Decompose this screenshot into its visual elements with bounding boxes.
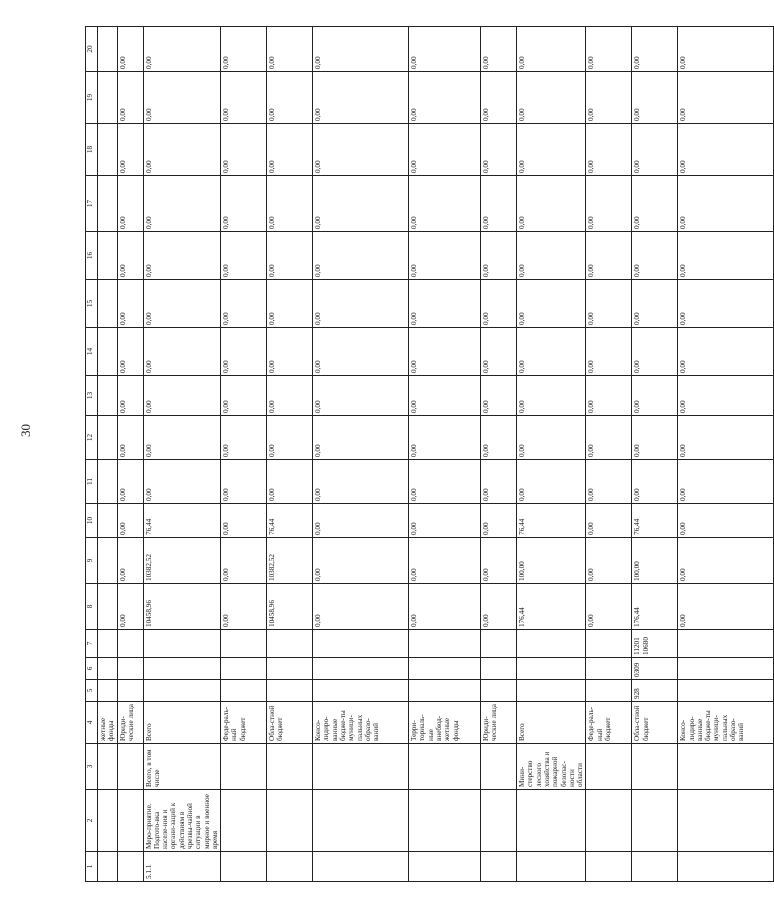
value-cell: 0,00 [586,27,632,72]
value-cell: 0,00 [143,124,221,176]
value-cell: 0,00 [117,460,143,504]
cell-c6 [313,658,409,680]
column-number: 6 [86,658,98,680]
cell-c7 [481,630,517,658]
value-cell: 0,00 [586,232,632,280]
value-cell: 76,44 [143,504,221,538]
value-cell: 0,00 [409,584,481,630]
cell-c4: жетные фонды [98,702,118,744]
cell-c4: Обла-стной бюджет [632,702,678,744]
value-cell: 0,00 [313,27,409,72]
value-cell: 0,00 [143,280,221,328]
cell-c6 [409,658,481,680]
value-cell: 0,00 [632,376,678,416]
cell-c2 [98,790,118,852]
cell-c2 [221,790,267,852]
value-cell: 0,00 [481,232,517,280]
column-number: 18 [86,124,98,176]
value-cell: 0,00 [481,280,517,328]
value-cell: 76,44 [517,504,586,538]
cell-c2 [678,790,774,852]
value-cell: 0,00 [678,72,774,124]
cell-c2 [632,790,678,852]
value-cell: 0,00 [409,124,481,176]
value-cell: 10382,52 [143,538,221,584]
value-cell: 0,00 [313,538,409,584]
cell-c6 [98,658,118,680]
value-cell: 0,00 [117,124,143,176]
cell-c1 [632,852,678,882]
value-cell: 0,00 [409,176,481,232]
value-cell: 0,00 [313,328,409,376]
cell-c1 [481,852,517,882]
value-cell: 0,00 [267,176,313,232]
value-cell: 0,00 [409,504,481,538]
cell-c4: Юриди-ческие лица [117,702,143,744]
table-row [267,27,313,882]
value-cell: 0,00 [221,72,267,124]
value-cell: 10382,52 [267,538,313,584]
table-row [409,27,481,882]
cell-c4: Обла-стной бюджет [267,702,313,744]
value-cell: 0,00 [409,376,481,416]
cell-c3 [678,744,774,790]
value-cell: 0,00 [586,584,632,630]
cell-c5 [409,680,481,702]
value-cell: 0,00 [267,72,313,124]
cell-c5 [143,680,221,702]
cell-c4: Консо-лидиро-ванные бюдже-ты муници-пальных образо-ваний [678,702,774,744]
value-cell [98,460,118,504]
value-cell: 0,00 [221,328,267,376]
value-cell: 0,00 [517,328,586,376]
value-cell: 0,00 [409,27,481,72]
cell-c3 [586,744,632,790]
value-cell: 0,00 [481,538,517,584]
value-cell: 0,00 [678,538,774,584]
cell-c1 [267,852,313,882]
cell-c7 [117,630,143,658]
value-cell: 0,00 [409,460,481,504]
value-cell: 0,00 [313,124,409,176]
page-number: 30 [18,424,33,437]
value-cell: 0,00 [313,460,409,504]
cell-c1 [586,852,632,882]
value-cell: 0,00 [481,176,517,232]
value-cell [98,232,118,280]
value-cell: 0,00 [632,232,678,280]
value-cell: 0,00 [517,416,586,460]
value-cell: 10458,96 [267,584,313,630]
value-cell: 0,00 [586,504,632,538]
value-cell: 0,00 [632,328,678,376]
cell-c7 [313,630,409,658]
value-cell: 0,00 [117,27,143,72]
value-cell: 0,00 [678,232,774,280]
value-cell [98,72,118,124]
column-number: 19 [86,72,98,124]
value-cell: 0,00 [221,538,267,584]
cell-c6 [267,658,313,680]
value-cell: 0,00 [409,538,481,584]
value-cell: 0,00 [313,416,409,460]
cell-c6 [481,658,517,680]
value-cell: 0,00 [481,27,517,72]
cell-c6 [678,658,774,680]
value-cell: 0,00 [267,328,313,376]
value-cell: 0,00 [632,176,678,232]
column-number: 14 [86,328,98,376]
value-cell: 0,00 [481,72,517,124]
column-number: 8 [86,584,98,630]
cell-c3 [481,744,517,790]
value-cell: 0,00 [221,27,267,72]
cell-c1 [409,852,481,882]
value-cell: 0,00 [267,27,313,72]
cell-c3 [409,744,481,790]
budget-table [85,26,774,882]
value-cell: 0,00 [678,416,774,460]
cell-c1 [117,852,143,882]
value-cell: 100,00 [517,538,586,584]
value-cell: 0,00 [678,504,774,538]
value-cell: 0,00 [632,27,678,72]
column-number: 1 [86,852,98,882]
cell-c2 [117,790,143,852]
cell-c4: Феде-раль-ный бюджет [586,702,632,744]
value-cell: 0,00 [632,416,678,460]
value-cell: 76,44 [267,504,313,538]
value-cell [98,176,118,232]
table-row [632,27,678,882]
cell-c6 [143,658,221,680]
value-cell [98,376,118,416]
value-cell: 0,00 [313,376,409,416]
column-number: 7 [86,630,98,658]
column-number: 9 [86,538,98,584]
value-cell: 0,00 [586,72,632,124]
cell-c1: 5.1.1 [143,852,221,882]
value-cell: 0,00 [481,328,517,376]
column-number: 15 [86,280,98,328]
cell-c4: Всего [143,702,221,744]
value-cell: 0,00 [143,232,221,280]
cell-c4: Всего [517,702,586,744]
value-cell: 0,00 [678,27,774,72]
cell-c7 [143,630,221,658]
table-row [678,27,774,882]
cell-c1 [517,852,586,882]
cell-c2 [481,790,517,852]
table-body [98,27,774,882]
value-cell: 0,00 [586,416,632,460]
value-cell: 0,00 [409,328,481,376]
cell-c5 [586,680,632,702]
value-cell: 0,00 [313,176,409,232]
value-cell: 0,00 [313,504,409,538]
cell-c5 [98,680,118,702]
cell-c5 [678,680,774,702]
cell-c4: Юриди-ческие лица [481,702,517,744]
value-cell: 0,00 [143,328,221,376]
header-row [86,27,98,882]
value-cell: 0,00 [481,416,517,460]
value-cell: 0,00 [143,416,221,460]
table-row [517,27,586,882]
rotated-page [85,27,746,882]
value-cell: 0,00 [267,232,313,280]
value-cell: 100,00 [632,538,678,584]
value-cell: 0,00 [313,584,409,630]
value-cell: 0,00 [117,176,143,232]
value-cell: 0,00 [267,124,313,176]
value-cell: 0,00 [221,280,267,328]
value-cell: 0,00 [517,27,586,72]
value-cell [98,328,118,376]
value-cell: 0,00 [117,504,143,538]
cell-c7 [409,630,481,658]
cell-c7 [267,630,313,658]
value-cell: 0,00 [117,376,143,416]
value-cell: 0,00 [117,280,143,328]
cell-c5: 928 [632,680,678,702]
cell-c6: 0309 [632,658,678,680]
value-cell: 0,00 [221,584,267,630]
cell-c7 [517,630,586,658]
value-cell: 0,00 [481,504,517,538]
value-cell: 0,00 [313,72,409,124]
column-number: 12 [86,416,98,460]
cell-c3: Всего, в том числе [143,744,221,790]
value-cell: 0,00 [632,124,678,176]
cell-c4: Консо-лидиро-ванные бюдже-ты муници-пальных образо-ваний [313,702,409,744]
value-cell: 0,00 [117,416,143,460]
value-cell: 76,44 [632,504,678,538]
value-cell: 0,00 [267,280,313,328]
value-cell: 0,00 [517,72,586,124]
value-cell: 0,00 [517,176,586,232]
column-number: 2 [86,790,98,852]
cell-c6 [117,658,143,680]
cell-c2 [586,790,632,852]
column-number: 11 [86,460,98,504]
value-cell: 0,00 [117,584,143,630]
value-cell: 0,00 [481,376,517,416]
value-cell: 0,00 [632,460,678,504]
value-cell [98,504,118,538]
cell-c2 [517,790,586,852]
value-cell: 0,00 [517,376,586,416]
column-number: 17 [86,176,98,232]
value-cell: 0,00 [586,328,632,376]
value-cell: 0,00 [586,538,632,584]
value-cell: 0,00 [586,176,632,232]
value-cell: 0,00 [517,460,586,504]
cell-c7 [221,630,267,658]
cell-c4: Терри-ториаль-ные внебюд-жетные фонды [409,702,481,744]
value-cell: 0,00 [143,72,221,124]
column-number: 13 [86,376,98,416]
cell-c2 [267,790,313,852]
cell-c5 [313,680,409,702]
value-cell: 0,00 [143,460,221,504]
value-cell: 0,00 [221,376,267,416]
value-cell: 0,00 [409,72,481,124]
value-cell: 0,00 [267,416,313,460]
value-cell: 0,00 [313,280,409,328]
value-cell: 0,00 [313,232,409,280]
value-cell: 0,00 [117,328,143,376]
cell-c1 [98,852,118,882]
value-cell [98,124,118,176]
value-cell: 0,00 [117,538,143,584]
value-cell: 0,00 [143,27,221,72]
table-row [586,27,632,882]
value-cell: 0,00 [517,124,586,176]
value-cell: 0,00 [481,460,517,504]
value-cell: 0,00 [221,124,267,176]
value-cell [98,27,118,72]
value-cell: 0,00 [481,124,517,176]
cell-c5 [517,680,586,702]
cell-c1 [313,852,409,882]
value-cell: 0,00 [517,280,586,328]
value-cell: 0,00 [221,504,267,538]
column-number: 20 [86,27,98,72]
value-cell: 0,00 [586,280,632,328]
value-cell: 176,44 [517,584,586,630]
value-cell: 0,00 [117,72,143,124]
value-cell [98,538,118,584]
value-cell: 0,00 [409,280,481,328]
table-row [313,27,409,882]
value-cell [98,280,118,328]
column-number: 3 [86,744,98,790]
cell-c6 [586,658,632,680]
cell-c5 [267,680,313,702]
value-cell: 0,00 [117,232,143,280]
table-row [481,27,517,882]
value-cell: 0,00 [586,124,632,176]
value-cell: 0,00 [586,376,632,416]
cell-c7 [678,630,774,658]
value-cell: 0,00 [221,232,267,280]
cell-c3 [632,744,678,790]
table-row [143,27,221,882]
cell-c6 [517,658,586,680]
cell-c7 [586,630,632,658]
value-cell: 0,00 [143,176,221,232]
value-cell: 0,00 [678,328,774,376]
cell-c2: Меро-приятие. Подгото-вка населе-ния и органи-заций к действиям в чрезвы-чайной ситуации в мирное и военное время [143,790,221,852]
value-cell: 0,00 [143,376,221,416]
column-number: 16 [86,232,98,280]
table-row [221,27,267,882]
value-cell: 0,00 [221,176,267,232]
value-cell: 0,00 [221,460,267,504]
value-cell: 0,00 [267,376,313,416]
cell-c1 [678,852,774,882]
value-cell: 0,00 [678,376,774,416]
value-cell: 10458,96 [143,584,221,630]
value-cell: 0,00 [678,460,774,504]
value-cell: 0,00 [409,416,481,460]
cell-c3 [313,744,409,790]
column-number: 5 [86,680,98,702]
value-cell: 0,00 [221,416,267,460]
value-cell: 176,44 [632,584,678,630]
cell-c2 [409,790,481,852]
cell-c5 [221,680,267,702]
cell-c4: Феде-раль-ный бюджет [221,702,267,744]
column-number: 10 [86,504,98,538]
cell-c7 [98,630,118,658]
value-cell: 0,00 [678,584,774,630]
value-cell [98,584,118,630]
value-cell: 0,00 [517,232,586,280]
cell-c3 [98,744,118,790]
cell-c3 [267,744,313,790]
column-number: 4 [86,702,98,744]
value-cell: 0,00 [632,280,678,328]
value-cell: 0,00 [481,584,517,630]
cell-c5 [117,680,143,702]
cell-c7: 11201 10680 [632,630,678,658]
table-row [98,27,118,882]
cell-c2 [313,790,409,852]
value-cell: 0,00 [267,460,313,504]
value-cell: 0,00 [678,280,774,328]
cell-c1 [221,852,267,882]
value-cell: 0,00 [586,460,632,504]
value-cell: 0,00 [678,176,774,232]
value-cell: 0,00 [632,72,678,124]
cell-c5 [481,680,517,702]
cell-c3 [117,744,143,790]
table-row [117,27,143,882]
value-cell: 0,00 [678,124,774,176]
cell-c3 [221,744,267,790]
cell-c3: Мини-стерство лесного хозяйства и пожарной безопас-ности области [517,744,586,790]
value-cell [98,416,118,460]
value-cell: 0,00 [409,232,481,280]
cell-c6 [221,658,267,680]
